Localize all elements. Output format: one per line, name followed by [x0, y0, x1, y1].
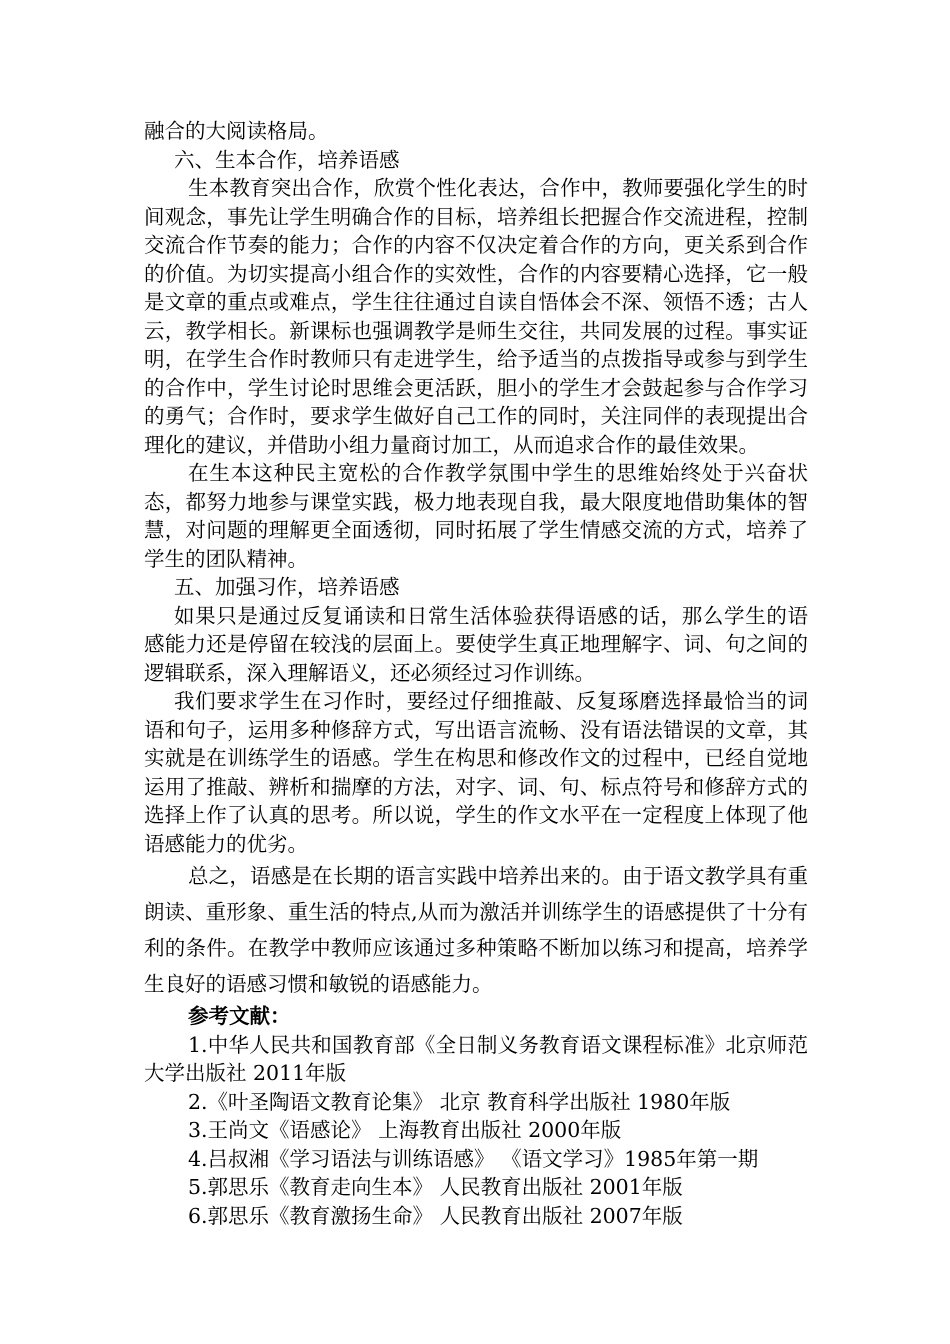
paragraph-conclusion-part2: 在教学中教师应该通过多种策略不断加以练习和提高，培养学生良好的语感习惯和敏锐的语感能力。	[144, 936, 809, 996]
paragraph-conclusion	[144, 858, 808, 1002]
references-title: 参考文献：	[188, 1004, 291, 1028]
paragraph-cooperation: 生本教育突出合作，欣赏个性化表达，合作中，教师要强化学生的时间观念，事先让学生明确合作的目标，培养组长把握合作交流进程，控制交流合作节奏的能力；合作的内容不仅决定着合作的方向，更关系到合作的价值。为切实提高小组合作的实效性，合作的内容要精心选择，它一般是文章的重点或难点，学生往往通过自读自悟体会不深、领悟不透；古人云，教学相长。新课标也强调教学是师生交往，共同发展的过程。事实证明，在学生合作时教师只有走进学生，给予适当的点拨指导或参与到学生的合作中，学生讨论时思维会更活跃，胆小的学生才会鼓起参与合作学习的勇气；合作时，要求学生做好自己工作的同时，关注同伴的表现提出合理化的建议，并借助小组力量商讨加工，从而追求合作的最佳效果。	[144, 176, 808, 457]
section-heading-five: 五、加强习作，培养语感	[174, 575, 400, 599]
paragraph-writing-intro: 如果只是通过反复诵读和日常生活体验获得语感的话，那么学生的语感能力还是停留在较浅的层面上。要使学生真正地理解字、词、句之间的逻辑联系，深入理解语义，还必须经过习作训练。	[144, 603, 808, 685]
reference-item: 6.郭思乐《教育激扬生命》 人民教育出版社 2007年版	[188, 1203, 683, 1228]
reference-item: 1.中华人民共和国教育部《全日制义务教育语文课程标准》北京师范大学出版社 2011年版	[144, 1032, 808, 1085]
paragraph-conclusion-part1: 总之，语感是在长期的语言实践中培养出来的。由于语文教学具有重朗读、重形象、重生活的特点,从而为激活并训练学生的语感提供了十分有利的条件。	[144, 864, 808, 960]
reference-item: 3.王尚文《语感论》 上海教育出版社 2000年版	[188, 1118, 622, 1142]
paragraph-writing-practice: 我们要求学生在习作时，要经过仔细推敲、反复琢磨选择最恰当的词语和句子，运用多种修辞方式，写出语言流畅、没有语法错误的文章，其实就是在训练学生的语感。学生在构思和修改作文的过程中，已经自觉地运用了推敲、辨析和揣摩的方法，对字、词、句、标点符号和修辞方式的选择上作了认真的思考。所以说，学生的作文水平在一定程度上体现了他语感能力的优劣。	[144, 689, 808, 856]
reference-item: 2.《叶圣陶语文教育论集》 北京 教育科学出版社 1980年版	[188, 1089, 731, 1114]
reference-item: 4.吕叔湘《学习语法与训练语感》 《语文学习》1985年第一期	[188, 1146, 759, 1171]
document-body	[144, 117, 808, 1230]
reference-item: 5.郭思乐《教育走向生本》 人民教育出版社 2001年版	[188, 1175, 683, 1199]
paragraph-cooperation-result: 在生本这种民主宽松的合作教学氛围中学生的思维始终处于兴奋状态，都努力地参与课堂实践，极力地表现自我，最大限度地借助集体的智慧，对问题的理解更全面透彻，同时拓展了学生情感交流的方式，培养了学生的团队精神。	[144, 461, 808, 571]
paragraph-intro-tail: 融合的大阅读格局。	[144, 119, 329, 143]
section-heading-six: 六、生本合作，培养语感	[174, 147, 400, 172]
